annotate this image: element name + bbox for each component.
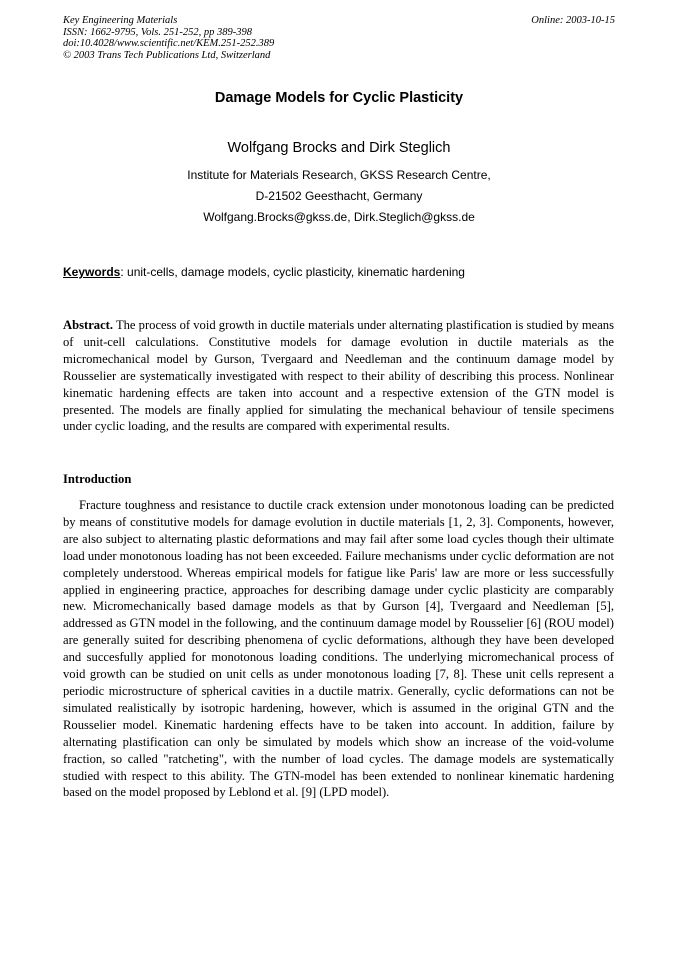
institute: Institute for Materials Research, GKSS Research Centre, (187, 168, 491, 182)
journal-header (63, 15, 615, 66)
paper-title: Damage Models for Cyclic Plasticity (214, 90, 464, 106)
clipped-header-line (63, 61, 615, 66)
address: D-21502 Geesthacht, Germany (255, 189, 423, 203)
copyright-line: © 2003 Trans Tech Publications Ltd, Switzerland (63, 49, 271, 61)
keywords-label: Keywords (63, 265, 121, 279)
keywords-colon: : (120, 265, 124, 279)
keywords (63, 265, 623, 279)
abstract (63, 317, 614, 435)
issn-line: ISSN: 1662-9795, Vols. 251-252, pp 389-398 (63, 26, 252, 38)
abstract-label: Abstract. (63, 318, 114, 332)
online-date: Online: 2003-10-15 (531, 15, 615, 26)
abstract-text: The process of void growth in ductile materials under alternating plastification is studied by means of unit-cell calculations. Constitutive models for damage evolution in ductile materials as the micromechanical model by Gurson, Tvergaard and Needleman and the continuum damage model by Rousselier are systematically investigated with respect to their ability of describing this process. Nonlinear kinematic hardening effects are taken into account and a respective extension of the GTN model is presented. The models are finally applied for simulating the mechanical behaviour of tensile specimens under cyclic loading, and the results are compared with experimental results. (63, 318, 614, 434)
journal-name: Key Engineering Materials (63, 15, 178, 26)
keywords-text: unit-cells, damage models, cyclic plasticity, kinematic hardening (123, 265, 465, 279)
authors: Wolfgang Brocks and Dirk Steglich (227, 140, 451, 156)
introduction-paragraph: Fracture toughness and resistance to ductile crack extension under monotonous loading can be predicted by means of constitutive models for damage evolution in ductile materials [1, 2, 3]. Components, however, are also subject to alternating plastic deformations and may fail after some load cycles though their ultimate load under monotonous loading has not been exceeded. Failure mechanisms under cyclic deformation are not completely understood. Whereas empirical models for fatigue like Paris' law are more or less successfully applied in engineering practice, approaches for describing damage under cyclic plasticity are comparably new. Micromechanically based damage models as that by Gurson [4], Tvergaard and Needleman [5], addressed as GTN model in the following, and the continuum damage model by Rousselier [6] (ROU model) are generally suited for describing phenomena of cyclic deformations, although they have been developed and succesfully applied for monotonous loading conditions. The underlying micromechanical process of void growth can be studied on unit cells as under monotonous loading [7, 8]. These unit cells represent a periodic microstructure of spherical cavities in a ductile matrix. Generally, cyclic deformations can not be simulated realistically by isotropic hardening, however, which is assumed in the original GTN and the Rousselier model. Kinematic hardening effects have to be taken into account. In addition, failure by alternating plastification can only be simulated by models which show an increase of the void-volume fraction, so called "ratcheting", with the number of load cycles. The damage models are systematically studied with respect to this ability. The GTN-model has been extended to nonlinear kinematic hardening based on the model proposed by Leblond et al. [9] (LPD model). (63, 498, 614, 800)
doi-line: doi:10.4028/www.scientific.net/KEM.251-252.389 (63, 38, 275, 50)
section-heading-introduction: Introduction (63, 472, 132, 486)
emails: Wolfgang.Brocks@gkss.de, Dirk.Steglich@gkss.de (203, 210, 475, 224)
affiliation (0, 165, 678, 228)
